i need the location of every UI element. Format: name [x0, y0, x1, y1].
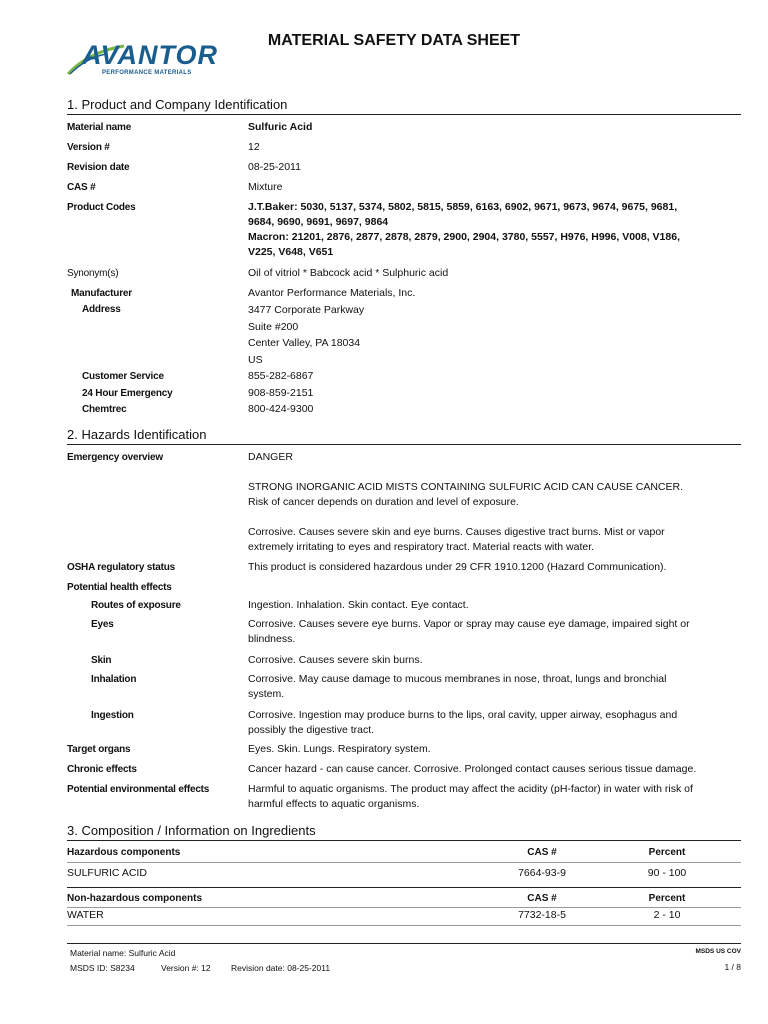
table-divider [67, 925, 741, 926]
overview-line: Risk of cancer depends on duration and level of exposure. [248, 496, 519, 508]
inhalation-line: system. [248, 688, 285, 700]
material-name-value: Sulfuric Acid [248, 121, 313, 133]
hazardous-header-row [67, 847, 741, 862]
nonhazardous-header-row [67, 893, 741, 908]
component-percent: 90 - 100 [647, 867, 687, 879]
chronic-label: Chronic effects [67, 764, 137, 775]
skin-value: Corrosive. Causes severe skin burns. [248, 654, 423, 666]
customer-service-value: 855-282-6867 [248, 370, 314, 382]
table-row [67, 867, 741, 882]
revision-value: 08-25-2011 [248, 161, 301, 173]
cas-value: Mixture [248, 181, 283, 193]
address-label: Address [82, 304, 121, 315]
env-line: harmful effects to aquatic organisms. [248, 798, 420, 810]
footer-version: Version #: 12 [161, 963, 211, 973]
footer-divider [67, 943, 741, 944]
health-effects-label: Potential health effects [67, 582, 172, 593]
eyes-value [248, 617, 738, 647]
skin-label: Skin [91, 655, 112, 666]
footer-msds-id: MSDS ID: S8234 [70, 963, 135, 973]
chemtrec-label: Chemtrec [82, 404, 127, 415]
address-line: Center Valley, PA 18034 [248, 337, 361, 349]
ingestion-line: Corrosive. Ingestion may produce burns to the lips, oral cavity, upper airway, esophagus and [248, 709, 678, 721]
section-3-heading: 3. Composition / Information on Ingredients [67, 823, 741, 841]
percent-header: Percent [648, 893, 686, 904]
osha-value: This product is considered hazardous under 29 CFR 1910.1200 (Hazard Communication). [248, 561, 667, 573]
codes-line: Macron: 21201, 2876, 2877, 2878, 2879, 2900, 2904, 3780, 5557, H976, H996, V008, V186, [248, 231, 680, 243]
codes-line: J.T.Baker: 5030, 5137, 5374, 5802, 5815, 5859, 6163, 6902, 9671, 9673, 9674, 9675, 9681, [248, 201, 678, 213]
osha-label: OSHA regulatory status [67, 562, 176, 573]
table-divider [67, 887, 741, 888]
manufacturer-label: Manufacturer [71, 288, 132, 299]
env-value [248, 782, 738, 812]
product-codes-label: Product Codes [67, 202, 136, 213]
overview-line: extremely irritating to eyes and respiratory tract. Material reacts with water. [248, 541, 595, 553]
codes-line: V225, V648, V651 [248, 246, 334, 258]
target-organs-value: Eyes. Skin. Lungs. Respiratory system. [248, 743, 431, 755]
emergency-value: 908-859-2151 [248, 387, 314, 399]
component-percent: 2 - 10 [653, 909, 681, 921]
synonyms-label: Synonym(s) [67, 268, 119, 279]
eyes-line: Corrosive. Causes severe eye burns. Vapor or spray may cause eye damage, impaired sight or [248, 618, 690, 630]
component-cas: 7664-93-9 [518, 867, 566, 879]
logo-wordmark: AVANTOR [82, 40, 219, 70]
emergency-overview-label: Emergency overview [67, 452, 163, 463]
cas-label: CAS # [67, 182, 96, 193]
table-divider [67, 862, 741, 863]
version-label: Version # [67, 142, 110, 153]
product-codes-value [248, 200, 738, 260]
chronic-value: Cancer hazard - can cause cancer. Corrosive. Prolonged contact causes serious tissue damage. [248, 763, 697, 775]
cas-header: CAS # [527, 847, 557, 858]
table-divider [67, 907, 741, 908]
hazardous-header: Hazardous components [67, 847, 181, 858]
table-row [67, 909, 741, 924]
ingestion-value [248, 708, 738, 738]
codes-line: 9684, 9690, 9691, 9697, 9864 [248, 216, 389, 228]
address-line: Suite #200 [248, 320, 299, 333]
cas-header: CAS # [527, 893, 557, 904]
nonhazardous-header: Non-hazardous components [67, 893, 203, 904]
env-label: Potential environmental effects [67, 784, 210, 795]
material-name-label: Material name [67, 122, 132, 133]
address-line: 3477 Corporate Parkway [248, 304, 365, 316]
customer-service-label: Customer Service [82, 371, 164, 382]
ingestion-line: possibly the digestive tract. [248, 724, 375, 736]
section-2-heading: 2. Hazards Identification [67, 427, 741, 445]
manufacturer-value: Avantor Performance Materials, Inc. [248, 287, 416, 299]
version-value: 12 [248, 141, 260, 153]
address-value [248, 302, 738, 368]
inhalation-value [248, 672, 738, 702]
percent-header: Percent [648, 847, 686, 858]
ingestion-label: Ingestion [91, 710, 134, 721]
chemtrec-value: 800-424-9300 [248, 403, 314, 415]
danger-text: DANGER [248, 451, 293, 463]
component-cas: 7732-18-5 [518, 909, 566, 921]
overview-line: STRONG INORGANIC ACID MISTS CONTAINING SULFURIC ACID CAN CAUSE CANCER. [248, 481, 684, 493]
document-title: MATERIAL SAFETY DATA SHEET [267, 32, 521, 49]
routes-label: Routes of exposure [91, 600, 181, 611]
revision-label: Revision date [67, 162, 130, 173]
emergency-label: 24 Hour Emergency [82, 388, 173, 399]
overview-line: Corrosive. Causes severe skin and eye burns. Causes digestive tract burns. Mist or vapor [248, 526, 665, 538]
synonyms-value: Oil of vitriol * Babcock acid * Sulphuric acid [248, 267, 449, 279]
address-line: US [248, 353, 263, 366]
inhalation-label: Inhalation [91, 674, 137, 685]
inhalation-line: Corrosive. May cause damage to mucous membranes in nose, throat, lungs and bronchial [248, 673, 667, 685]
footer-page-number: 1 / 8 [724, 962, 741, 972]
routes-value: Ingestion. Inhalation. Skin contact. Eye contact. [248, 599, 469, 611]
section-1-heading: 1. Product and Company Identification [67, 97, 741, 115]
footer-revision: Revision date: 08-25-2011 [231, 963, 331, 973]
env-line: Harmful to aquatic organisms. The product may affect the acidity (pH-factor) in water with risk of [248, 783, 693, 795]
logo-tagline: PERFORMANCE MATERIALS [102, 70, 192, 76]
emergency-overview-value [248, 450, 738, 555]
footer-material-name: Material name: Sulfuric Acid [70, 948, 176, 958]
target-organs-label: Target organs [67, 744, 131, 755]
eyes-label: Eyes [91, 619, 114, 630]
eyes-line: blindness. [248, 633, 296, 645]
component-name: WATER [67, 909, 104, 921]
component-name: SULFURIC ACID [67, 867, 147, 879]
footer-code: MSDS US COV [695, 948, 741, 955]
